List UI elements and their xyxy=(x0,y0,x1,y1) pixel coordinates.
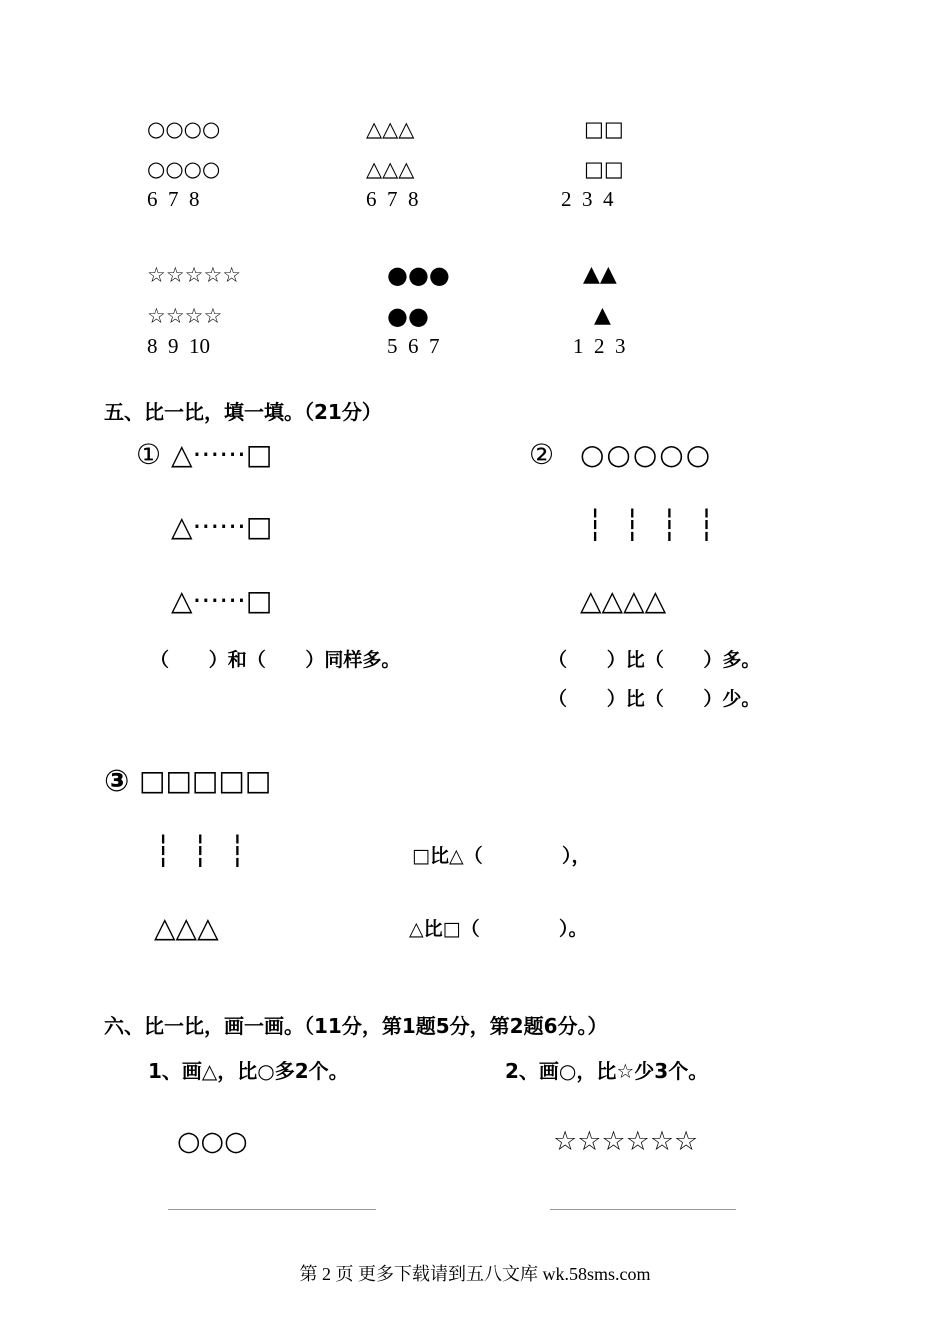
q2-marker: ② xyxy=(529,438,555,471)
group6-numbers: 1 2 3 xyxy=(573,334,626,358)
s6-q2-answer-line xyxy=(550,1209,736,1210)
s6-q1-circles: ○○○ xyxy=(177,1126,248,1157)
q2-answer-more: （ ）比（ ）多。 xyxy=(548,649,761,671)
q2-triangles: △△△△ xyxy=(580,584,667,617)
group3-numbers: 2 3 4 xyxy=(561,187,614,211)
group4-row1: ☆☆☆☆☆ xyxy=(147,263,242,287)
q3-dashes: ┆ ┆ ┆ xyxy=(154,834,247,869)
section6-heading: 六、比一比，画一画。（11分，第1题5分，第2题6分。） xyxy=(104,1014,608,1038)
group3-row2: □□ xyxy=(584,157,624,181)
q1-answer: （ ）和（ ）同样多。 xyxy=(150,649,401,671)
q3-triangles: △△△ xyxy=(154,911,219,944)
group4-numbers: 8 9 10 xyxy=(147,334,210,358)
q1-row2: △······□ xyxy=(171,510,273,543)
q1-row1: △······□ xyxy=(171,438,273,471)
s6-q1-prompt: 1、画△，比○多2个。 xyxy=(148,1059,349,1083)
group1-row2: ○○○○ xyxy=(147,157,221,181)
q1-marker: ① xyxy=(136,438,162,471)
group1-row1: ○○○○ xyxy=(147,117,221,141)
q2-answer-less: （ ）比（ ）少。 xyxy=(548,688,761,710)
group2-row1: △△△ xyxy=(366,117,415,141)
q2-dashes: ┆ ┆ ┆ ┆ xyxy=(586,508,716,543)
group5-row2: ●● xyxy=(387,302,429,330)
group5-row1: ●●● xyxy=(387,261,450,289)
q3-marker: ③ xyxy=(104,764,130,799)
group2-row2: △△△ xyxy=(366,157,415,181)
q3-squares: □□□□□ xyxy=(139,764,272,797)
group2-numbers: 6 7 8 xyxy=(366,187,419,211)
s6-q2-prompt: 2、画○，比☆少3个。 xyxy=(505,1059,709,1083)
q3-answer-2: △比□（ ）。 xyxy=(409,918,588,940)
q1-row3: △······□ xyxy=(171,584,273,617)
s6-q1-answer-line xyxy=(168,1209,376,1210)
group6-row1: ▲▲ xyxy=(583,262,617,287)
group3-row1: □□ xyxy=(584,117,624,141)
group5-numbers: 5 6 7 xyxy=(387,334,440,358)
q3-answer-1: □比△（ ）， xyxy=(412,845,591,867)
section5-heading: 五、比一比，填一填。（21分） xyxy=(104,400,382,424)
page-footer: 第 2 页 更多下载请到五八文库 wk.58sms.com xyxy=(299,1264,651,1284)
q2-circles: ○○○○○ xyxy=(580,438,713,471)
group1-numbers: 6 7 8 xyxy=(147,187,200,211)
s6-q2-stars: ☆☆☆☆☆☆ xyxy=(553,1126,699,1157)
group6-row2: ▲ xyxy=(594,303,611,328)
group4-row2: ☆☆☆☆ xyxy=(147,304,223,328)
